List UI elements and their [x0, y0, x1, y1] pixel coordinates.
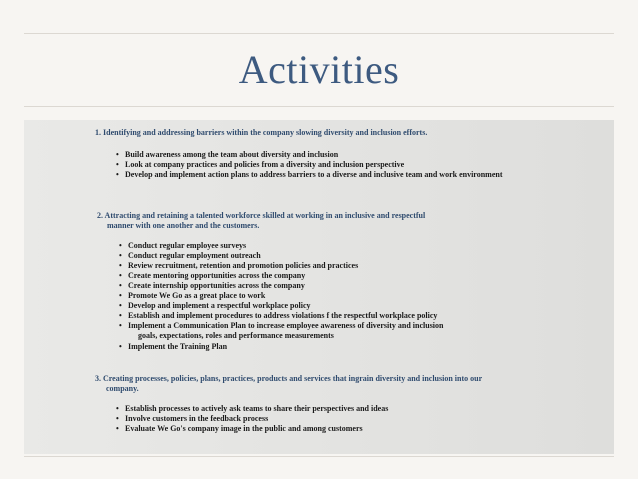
list-item: • Conduct regular employment outreach: [119, 251, 443, 261]
title-divider: [24, 106, 614, 107]
list-item: • Establish and implement procedures to address violations f the respectful workplace policy: [119, 311, 443, 321]
bottom-divider: [24, 456, 614, 457]
section-2-bullet-continuation: goals, expectations, roles and performance measurements: [138, 331, 334, 340]
section-2-heading-line2: manner with one another and the customers.: [107, 221, 260, 230]
list-item: • Create internship opportunities across the company: [119, 281, 443, 291]
section-3-bullets: [116, 404, 388, 434]
list-item: • Implement the Training Plan: [119, 342, 227, 352]
section-2-bullets-tail: [119, 342, 227, 352]
list-item: • Develop and implement a respectful workplace policy: [119, 301, 443, 311]
list-item: • Involve customers in the feedback process: [116, 414, 388, 424]
section-2-heading-line1: 2. Attracting and retaining a talented workforce skilled at working in an inclusive and respectful: [97, 211, 426, 220]
section-1-heading: 1. Identifying and addressing barriers within the company slowing diversity and inclusion efforts.: [95, 128, 428, 137]
list-item: • Establish processes to actively ask teams to share their perspectives and ideas: [116, 404, 388, 414]
section-1-bullets: [116, 150, 502, 180]
top-divider: [24, 33, 614, 34]
list-item: • Create mentoring opportunities across the company: [119, 271, 443, 281]
list-item: • Look at company practices and policies from a diversity and inclusion perspective: [116, 160, 502, 170]
list-item: • Build awareness among the team about diversity and inclusion: [116, 150, 502, 160]
list-item: • Develop and implement action plans to address barriers to a diverse and inclusive team and work environment: [116, 170, 502, 180]
list-item: • Implement a Communication Plan to increase employee awareness of diversity and inclusion: [119, 321, 443, 331]
list-item: • Promote We Go as a great place to work: [119, 291, 443, 301]
section-3-heading-line2: company.: [106, 384, 139, 393]
section-2-bullets: [119, 241, 443, 331]
list-item: • Conduct regular employee surveys: [119, 241, 443, 251]
section-3-heading-line1: 3. Creating processes, policies, plans, practices, products and services that ingrain diversity and inclusion into our: [95, 374, 483, 383]
list-item: • Evaluate We Go's company image in the public and among customers: [116, 424, 388, 434]
list-item: • Review recruitment, retention and promotion policies and practices: [119, 261, 443, 271]
slide-title: Activities: [238, 47, 400, 92]
